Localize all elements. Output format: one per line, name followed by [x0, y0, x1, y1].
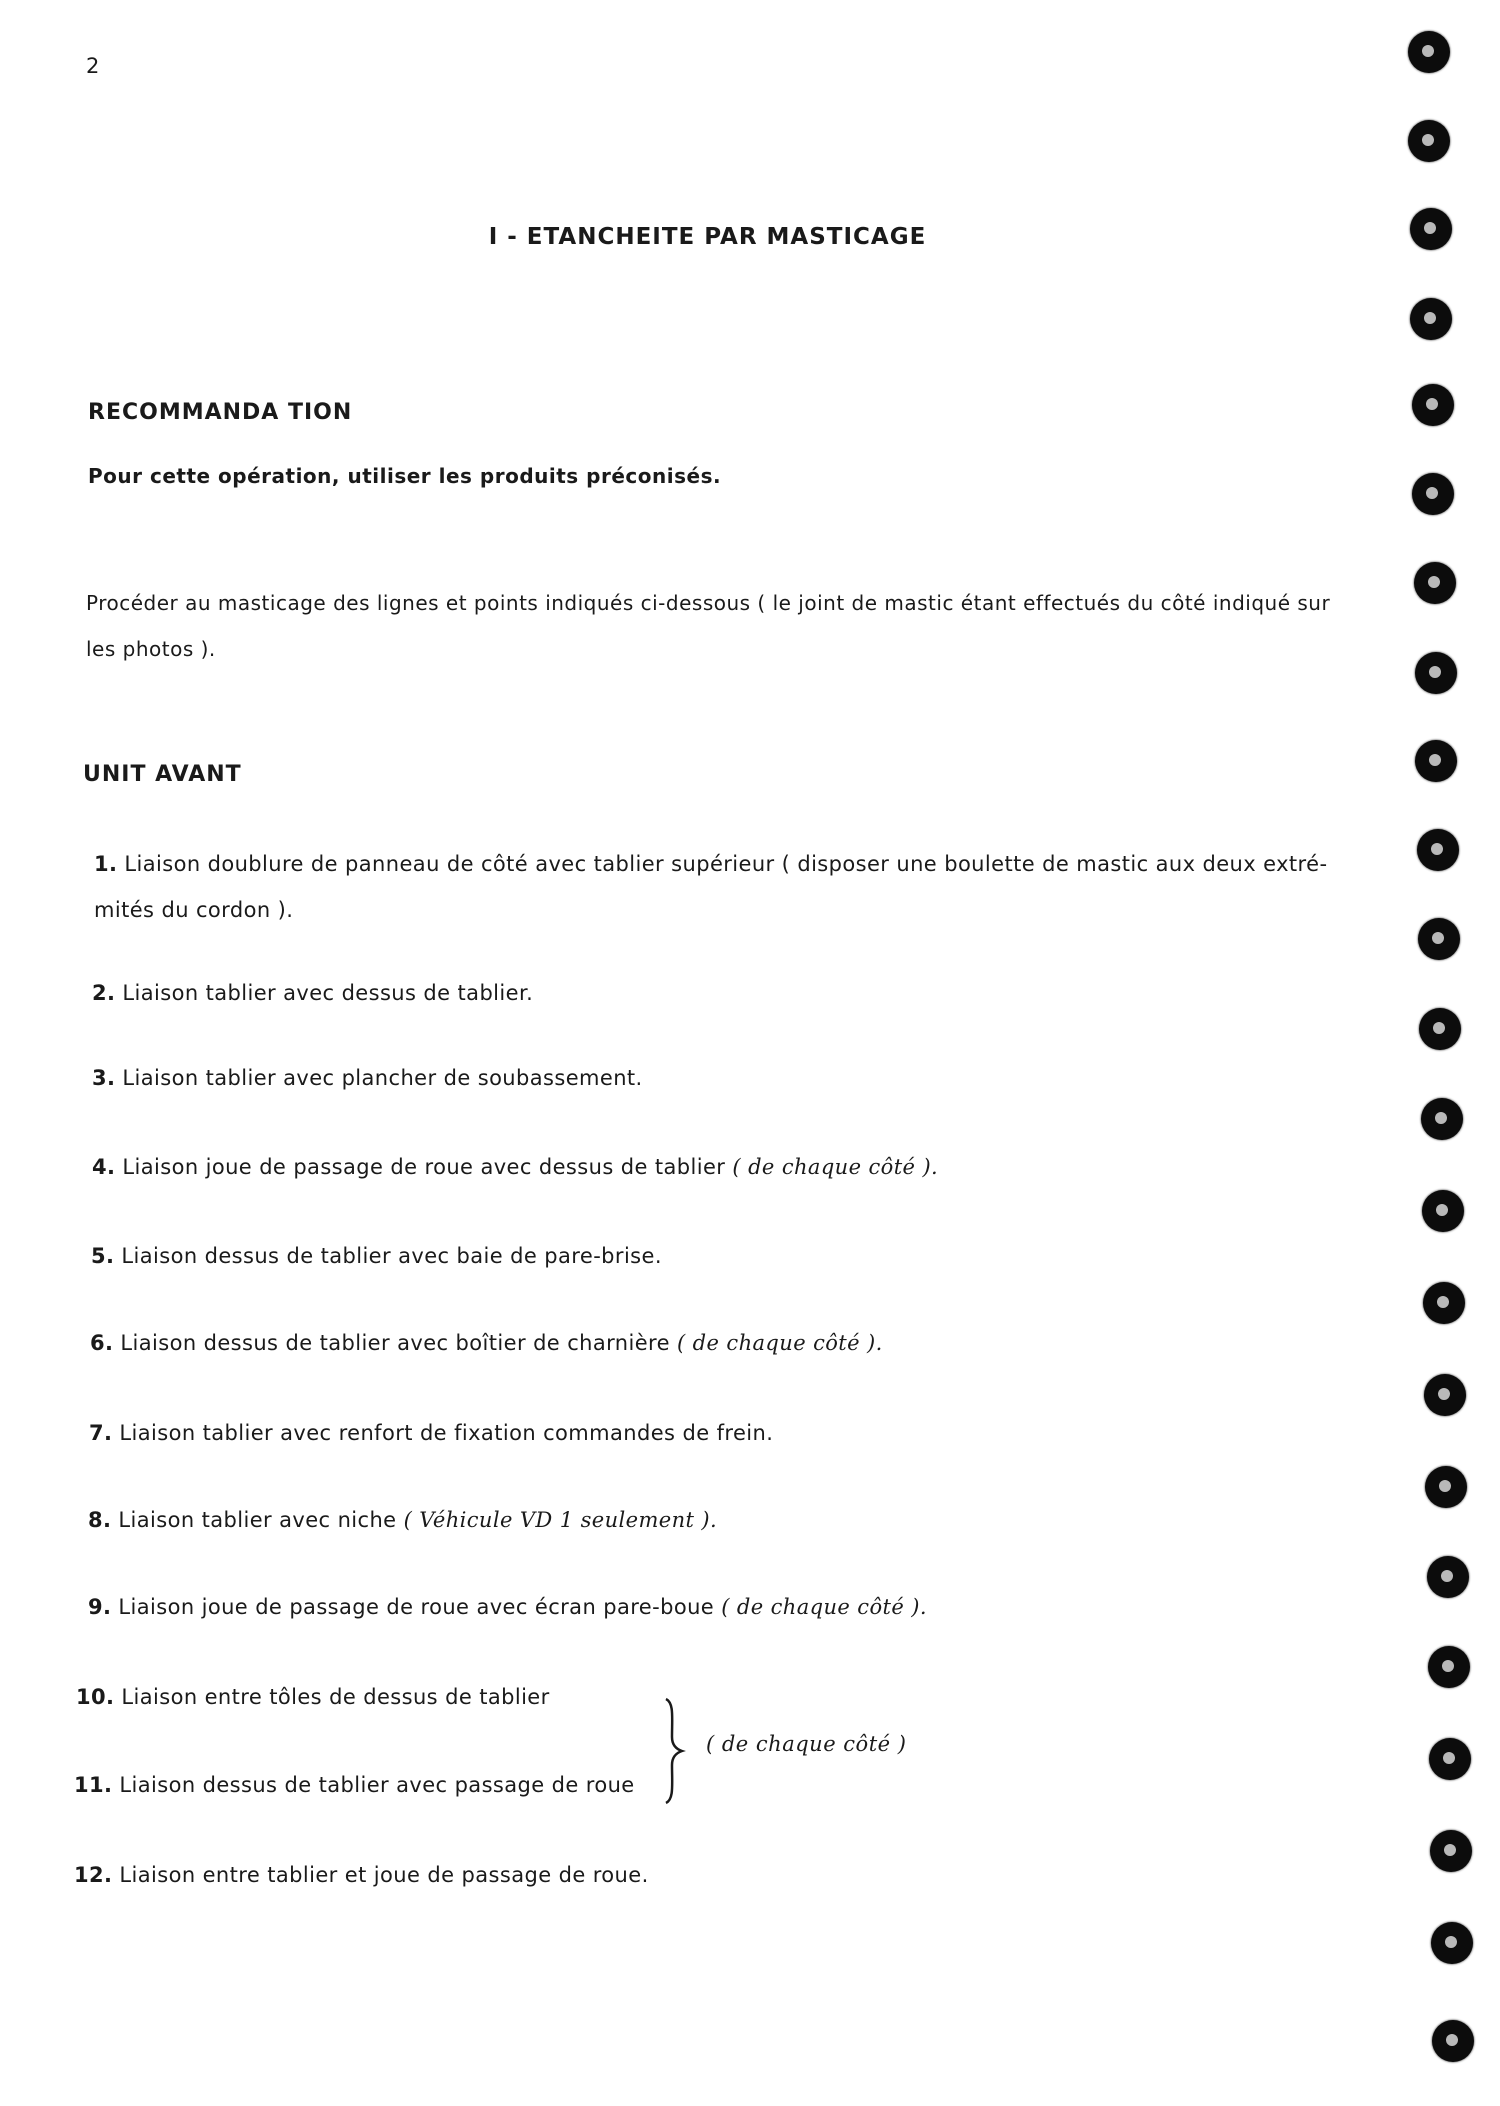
list-item: [92, 981, 533, 1005]
binder-holes: [1400, 0, 1500, 2106]
binder-hole: [1408, 120, 1450, 162]
curly-brace: [658, 1697, 688, 1805]
list-item: [89, 1421, 773, 1445]
binder-hole: [1412, 473, 1454, 515]
item-number: 4.: [92, 1155, 116, 1179]
item-text: Liaison dessus de tablier avec baie de pare-brise.: [121, 1244, 662, 1268]
binder-hole: [1408, 31, 1450, 73]
item-note: ( Véhicule VD 1 seulement ).: [403, 1508, 718, 1532]
recommendation-heading: RECOMMANDA TION: [88, 400, 353, 425]
binder-hole: [1417, 829, 1459, 871]
item-number: 5.: [91, 1244, 115, 1268]
binder-hole: [1429, 1738, 1471, 1780]
binder-hole: [1422, 1190, 1464, 1232]
list-item: [92, 1066, 643, 1090]
list-item: [88, 1508, 717, 1532]
item-text: Liaison tablier avec niche: [118, 1508, 397, 1532]
list-item: [94, 841, 1334, 933]
binder-hole: [1421, 1098, 1463, 1140]
item-text: Liaison dessus de tablier avec passage de roue: [119, 1773, 635, 1797]
item-number: 2.: [92, 981, 116, 1005]
item-text: Liaison entre tôles de dessus de tablier: [121, 1685, 550, 1709]
shared-side-note: ( de chaque côté ): [706, 1732, 907, 1756]
list-item: [74, 1863, 649, 1887]
list-item: [76, 1685, 550, 1709]
item-number: 9.: [88, 1595, 112, 1619]
binder-hole: [1428, 1646, 1470, 1688]
binder-hole: [1419, 1008, 1461, 1050]
item-number: 7.: [89, 1421, 113, 1445]
list-item: [92, 1155, 938, 1179]
item-number: 1.: [94, 852, 118, 876]
section-heading: UNIT AVANT: [83, 762, 242, 787]
item-text: Liaison entre tablier et joue de passage de roue.: [119, 1863, 649, 1887]
item-number: 10.: [76, 1685, 115, 1709]
item-text: Liaison doublure de panneau de côté avec tablier supérieur ( disposer une boulette de mastic aux deux extré-mités du cordon ).: [94, 852, 1328, 922]
item-text: Liaison tablier avec dessus de tablier.: [122, 981, 534, 1005]
list-item: [90, 1331, 883, 1355]
item-number: 6.: [90, 1331, 114, 1355]
binder-hole: [1431, 1922, 1473, 1964]
binder-hole: [1414, 562, 1456, 604]
list-item: [88, 1595, 927, 1619]
item-number: 12.: [74, 1863, 113, 1887]
page-title: I - ETANCHEITE PAR MASTICAGE: [488, 224, 927, 250]
item-text: Liaison joue de passage de roue avec dessus de tablier: [122, 1155, 726, 1179]
item-text: Liaison dessus de tablier avec boîtier de charnière: [120, 1331, 670, 1355]
intro-paragraph: Procéder au masticage des lignes et points indiqués ci-dessous ( le joint de mastic étant effectués du côté indiqué sur les photos ).: [86, 591, 1331, 661]
binder-hole: [1415, 740, 1457, 782]
binder-hole: [1423, 1282, 1465, 1324]
item-text: Liaison tablier avec renfort de fixation commandes de frein.: [119, 1421, 774, 1445]
binder-hole: [1427, 1556, 1469, 1598]
item-number: 3.: [92, 1066, 116, 1090]
item-text: Liaison tablier avec plancher de soubassement.: [122, 1066, 643, 1090]
binder-hole: [1424, 1374, 1466, 1416]
item-number: 8.: [88, 1508, 112, 1532]
item-note: ( de chaque côté ).: [721, 1595, 927, 1619]
item-number: 11.: [74, 1773, 113, 1797]
list-item: [91, 1244, 662, 1268]
list-item: [74, 1773, 635, 1797]
binder-hole: [1412, 384, 1454, 426]
binder-hole: [1418, 918, 1460, 960]
page-number: 2: [86, 54, 100, 78]
binder-hole: [1430, 1830, 1472, 1872]
binder-hole: [1410, 298, 1452, 340]
item-note: ( de chaque côté ).: [677, 1331, 883, 1355]
binder-hole: [1425, 1466, 1467, 1508]
binder-hole: [1432, 2020, 1474, 2062]
binder-hole: [1410, 208, 1452, 250]
recommendation-text: Pour cette opération, utiliser les produits préconisés.: [88, 464, 722, 488]
binder-hole: [1415, 652, 1457, 694]
item-text: Liaison joue de passage de roue avec écran pare-boue: [118, 1595, 715, 1619]
item-note: ( de chaque côté ).: [732, 1155, 939, 1179]
